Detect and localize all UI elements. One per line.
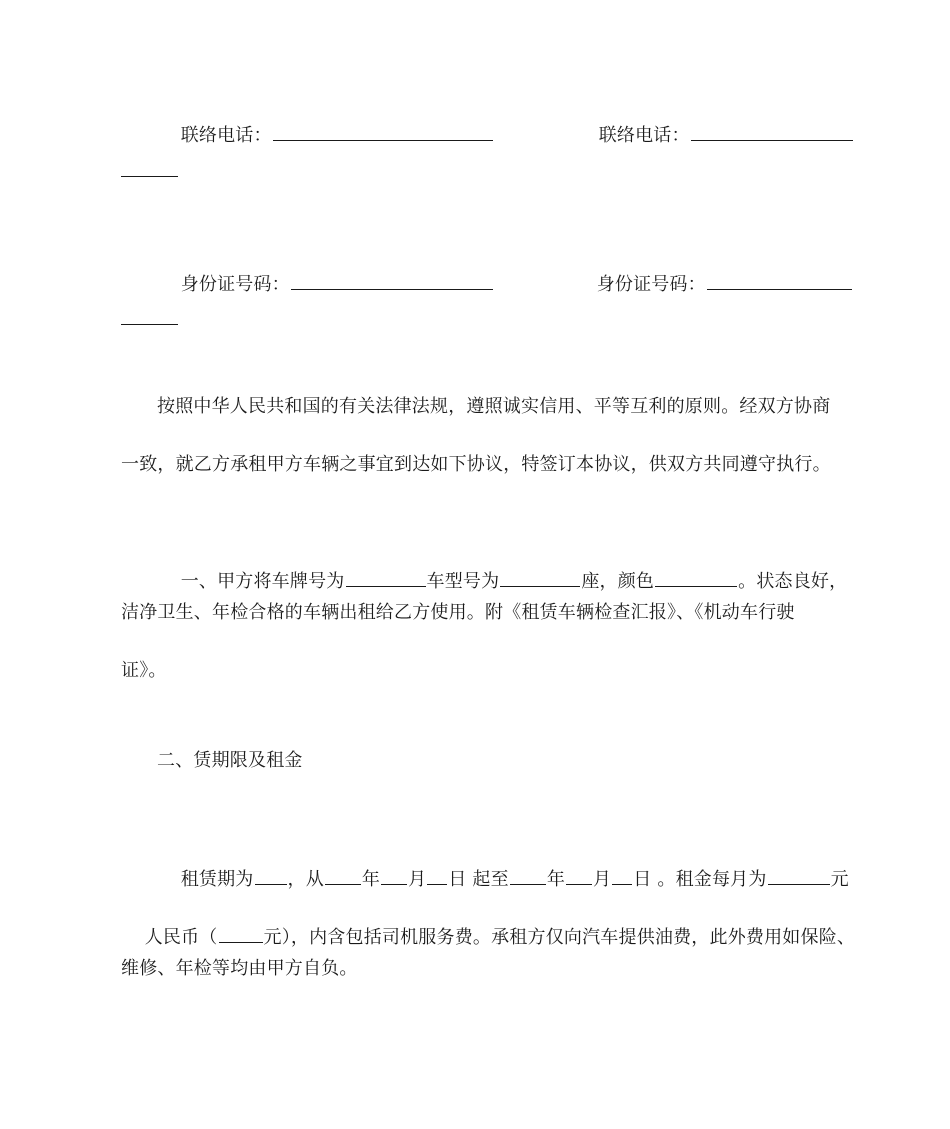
clause2-seg6: 年 [546, 869, 566, 890]
right-phone-row [575, 96, 854, 175]
id-continuation-blank [121, 324, 178, 325]
clause1-seg4: 。状态良好， [738, 571, 848, 592]
clause2-seg9: 元 [830, 869, 849, 890]
left-phone-label: 联络电话： [180, 125, 272, 146]
intro-line-2: 一致，就乙方承租甲方车辆之事宜到达如下协议，特签订本协议，供双方共同遵守执行。 [121, 454, 831, 475]
clause2-seg7: 月 [593, 869, 612, 890]
clause2-line-3: 维修、年检等均由甲方自负。 [121, 958, 358, 979]
left-id-row [157, 245, 494, 324]
left-id-blank [291, 271, 493, 290]
rmb-amount-blank [219, 924, 263, 943]
clause2-seg4: 月 [408, 869, 427, 890]
clause2-seg3: 年 [361, 869, 381, 890]
start-day-blank [427, 866, 447, 885]
right-id-label: 身份证号码： [596, 274, 706, 295]
left-id-label: 身份证号码： [180, 274, 290, 295]
clause2-seg2: ，从 [287, 869, 324, 890]
monthly-rent-blank [768, 866, 830, 885]
clause2-seg8: 日 。租金每月为 [633, 869, 767, 890]
clause2-seg1: 租赁期为 [180, 869, 254, 890]
clause1-line-2: 洁净卫生、年检合格的车辆出租给乙方使用。附《租赁车辆检查汇报》、《机动车行驶 [121, 602, 795, 623]
right-id-blank [707, 271, 852, 290]
right-phone-blank [691, 122, 853, 141]
model-number-blank [500, 568, 580, 587]
end-year-blank [510, 866, 546, 885]
end-day-blank [612, 866, 632, 885]
right-id-row [573, 245, 853, 324]
clause2-line2-seg2: 元），内含包括司机服务费。承租方仅向汽车提供油费，此外费用如保险、 [263, 927, 856, 948]
intro-line-1: 按照中华人民共和国的有关法律法规，遵照诚实信用、平等互利的原则。经双方协商 [157, 396, 831, 417]
color-blank [655, 568, 737, 587]
clause2-heading: 二、赁期限及租金 [157, 750, 303, 771]
clause2-line2-seg1: 人民币（ [144, 927, 218, 948]
start-month-blank [381, 866, 407, 885]
clause1-line-3: 证》。 [121, 660, 167, 681]
phone-continuation-blank [121, 176, 178, 177]
clause2-seg5: 日 起至 [448, 869, 509, 890]
right-phone-label: 联络电话： [598, 125, 690, 146]
left-phone-row [157, 96, 494, 175]
clause1-seg3: 座，颜色 [581, 571, 655, 592]
left-phone-blank [273, 122, 493, 141]
plate-number-blank [346, 568, 426, 587]
clause1-seg1: 一、甲方将车牌号为 [180, 571, 345, 592]
lease-term-blank [255, 866, 287, 885]
clause1-seg2: 车型号为 [426, 571, 500, 592]
start-year-blank [325, 866, 361, 885]
end-month-blank [566, 866, 592, 885]
